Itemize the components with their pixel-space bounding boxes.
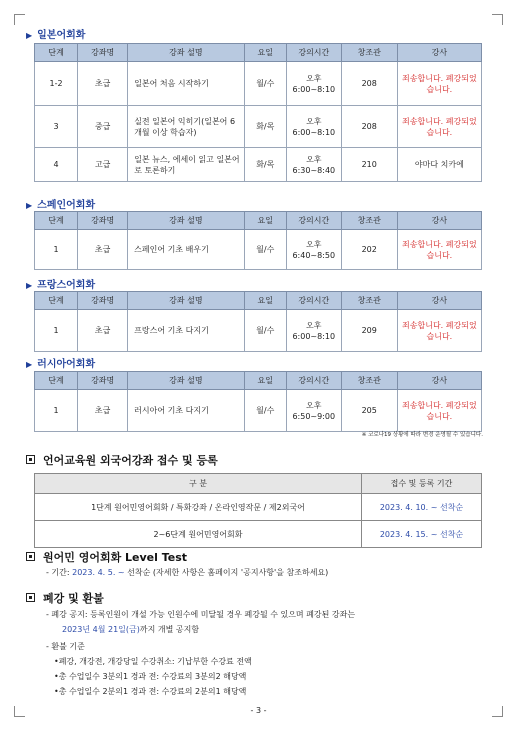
section-title-japanese: ▶ 일본어회화 bbox=[26, 30, 86, 41]
refund-line-5: •총 수업일수 3분의1 경과 전: 수강료의 3분의2 해당액 bbox=[54, 672, 247, 681]
registration-heading: 언어교육원 외국어강좌 접수 및 등록 bbox=[26, 452, 218, 468]
section-title-french: ▶ 프랑스어회화 bbox=[26, 280, 96, 291]
refund-line-3: - 환불 기준 bbox=[46, 642, 85, 651]
table-header-row: 단계 강좌명 강좌 설명 요일 강의시간 창조관 강사 bbox=[35, 44, 482, 62]
table-row: 1-2 초급 일본어 처음 시작하기 월/수 오후 6:00~8:10 208 죄송합니다. 폐강되었습니다. bbox=[35, 62, 482, 106]
table-row: 1 초급 스페인어 기초 배우기 월/수 오후 6:40~8:50 202 죄송합니다. 폐강되었습니다. bbox=[35, 230, 482, 270]
square-bullet-icon bbox=[26, 593, 35, 602]
square-bullet-icon bbox=[26, 552, 35, 561]
crop-mark-top-right bbox=[492, 14, 503, 25]
french-course-table bbox=[34, 291, 482, 352]
table-row: 3 중급 실전 일본어 익히기(일본어 6개월 이상 학습자) 화/목 오후 6:00~8:10 208 죄송합니다. 폐강되었습니다. bbox=[35, 106, 482, 148]
russian-course-table bbox=[34, 371, 482, 432]
table-header-row: 단계 강좌명 강좌 설명 요일 강의시간 창조관 강사 bbox=[35, 292, 482, 310]
refund-heading: 폐강 및 환불 bbox=[26, 590, 104, 606]
spanish-course-table bbox=[34, 211, 482, 270]
registration-table bbox=[34, 473, 482, 548]
section-title-spanish: ▶ 스페인어회화 bbox=[26, 200, 96, 211]
table-row: 1 초급 프랑스어 기초 다지기 월/수 오후 6:00~8:10 209 죄송합니다. 폐강되었습니다. bbox=[35, 310, 482, 352]
triangle-bullet-icon: ▶ bbox=[26, 31, 33, 40]
covid-notice: ※ 코로나19 상황에 따라 변경 운영될 수 있습니다. bbox=[361, 432, 483, 438]
triangle-bullet-icon: ▶ bbox=[26, 281, 33, 290]
triangle-bullet-icon: ▶ bbox=[26, 201, 33, 210]
table-row: 2~6단계 원어민영어회화 2023. 4. 15. ~ 선착순 bbox=[35, 521, 482, 548]
table-row: 1단계 원어민영어회화 / 특화강좌 / 온라인영작문 / 제2외국어 2023. 4. 10. ~ 선착순 bbox=[35, 494, 482, 521]
square-bullet-icon bbox=[26, 455, 35, 464]
level-test-heading: 원어민 영어회화 Level Test bbox=[26, 549, 187, 565]
table-row: 4 고급 일본 뉴스, 에세이 읽고 일본어로 토론하기 화/목 오후 6:30~8:40 210 야마다 치카에 bbox=[35, 148, 482, 182]
level-test-period: - 기간: 2023. 4. 5. ~ 선착순 (자세한 사항은 홈페이지 '공지사항'을 참조하세요) bbox=[46, 568, 329, 577]
section-title-russian: ▶ 러시아어회화 bbox=[26, 359, 96, 370]
refund-line-6: •총 수업일수 2분의1 경과 전: 수강료의 2분의1 해당액 bbox=[54, 687, 247, 696]
japanese-course-table bbox=[34, 43, 482, 182]
refund-line-2: 2023년 4월 21일(금)까지 개별 공지함 bbox=[62, 625, 200, 634]
table-header-row: 단계 강좌명 강좌 설명 요일 강의시간 창조관 강사 bbox=[35, 212, 482, 230]
table-header-row: 구 분 접수 및 등록 기간 bbox=[35, 474, 482, 494]
crop-mark-top-left bbox=[14, 14, 25, 25]
table-row: 1 초급 러시아어 기초 다지기 월/수 오후 6:50~9:00 205 죄송합니다. 폐강되었습니다. bbox=[35, 390, 482, 432]
triangle-bullet-icon: ▶ bbox=[26, 360, 33, 369]
page-number: - 3 - bbox=[250, 706, 267, 715]
refund-line-1: - 폐강 공지: 등록인원이 개설 가능 인원수에 미달될 경우 폐강될 수 있으며 폐강된 강좌는 bbox=[46, 610, 356, 619]
refund-line-4: •폐강, 개강전, 개강당일 수강취소: 기납부한 수강료 전액 bbox=[54, 657, 252, 666]
table-header-row: 단계 강좌명 강좌 설명 요일 강의시간 창조관 강사 bbox=[35, 372, 482, 390]
